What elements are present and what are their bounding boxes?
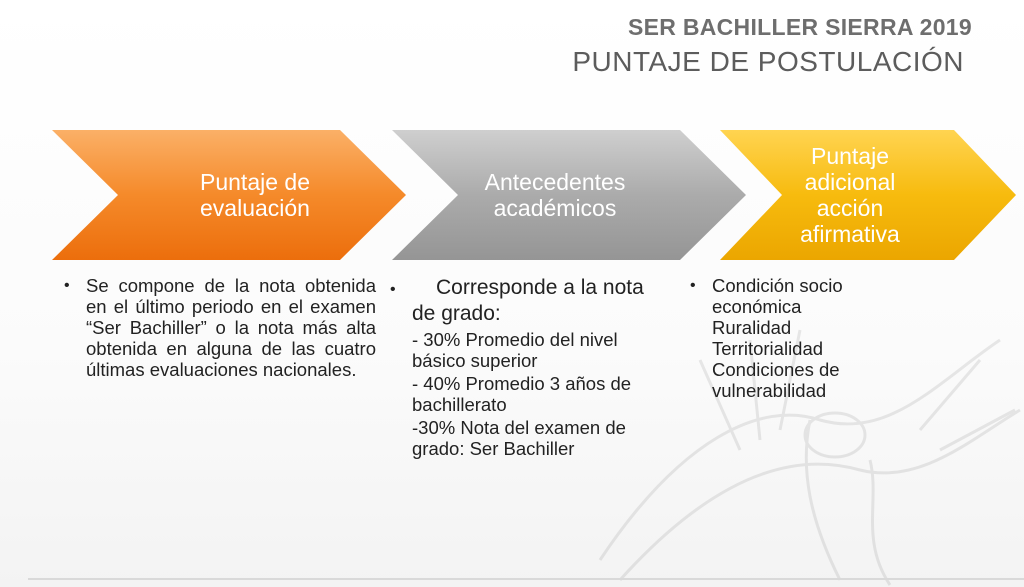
- step-3-label: Puntaje adicional acción afirmativa: [800, 143, 900, 247]
- bullet-glyph: •: [690, 277, 696, 294]
- list-item: -30% Nota del examen de grado: Ser Bachiller: [412, 417, 626, 459]
- step-1-description: [64, 275, 376, 380]
- list-item: - 40% Promedio 3 años de bachillerato: [412, 373, 632, 415]
- step-3-lead: Condición socio económica: [712, 275, 843, 317]
- step-1-text: Se compone de la nota obtenida en el último periodo en el examen “Ser Bachiller” o la nota más alta obtenida en alguna de las cuatro últimas evaluaciones nacionales.: [86, 275, 376, 380]
- list-item: Condiciones de vulnerabilidad: [712, 359, 840, 401]
- step-1-label: Puntaje de evaluación: [200, 169, 310, 221]
- list-item: Ruralidad: [712, 317, 792, 338]
- page-subtitle: PUNTAJE DE POSTULACIÓN: [572, 46, 964, 77]
- list-item: - 30% Promedio del nivel básico superior: [412, 329, 618, 371]
- step-2-description: [390, 275, 660, 459]
- page-title: SER BACHILLER SIERRA 2019: [627, 14, 972, 40]
- step-3-description: [690, 275, 910, 401]
- step-2-lead: Corresponde a la nota de grado:: [412, 276, 644, 325]
- footer-divider: [28, 578, 1024, 580]
- step-2-label: Antecedentes académicos: [484, 169, 626, 221]
- list-item: Territorialidad: [712, 338, 824, 359]
- bullet-glyph: •: [390, 281, 396, 298]
- bullet-glyph: •: [64, 277, 70, 294]
